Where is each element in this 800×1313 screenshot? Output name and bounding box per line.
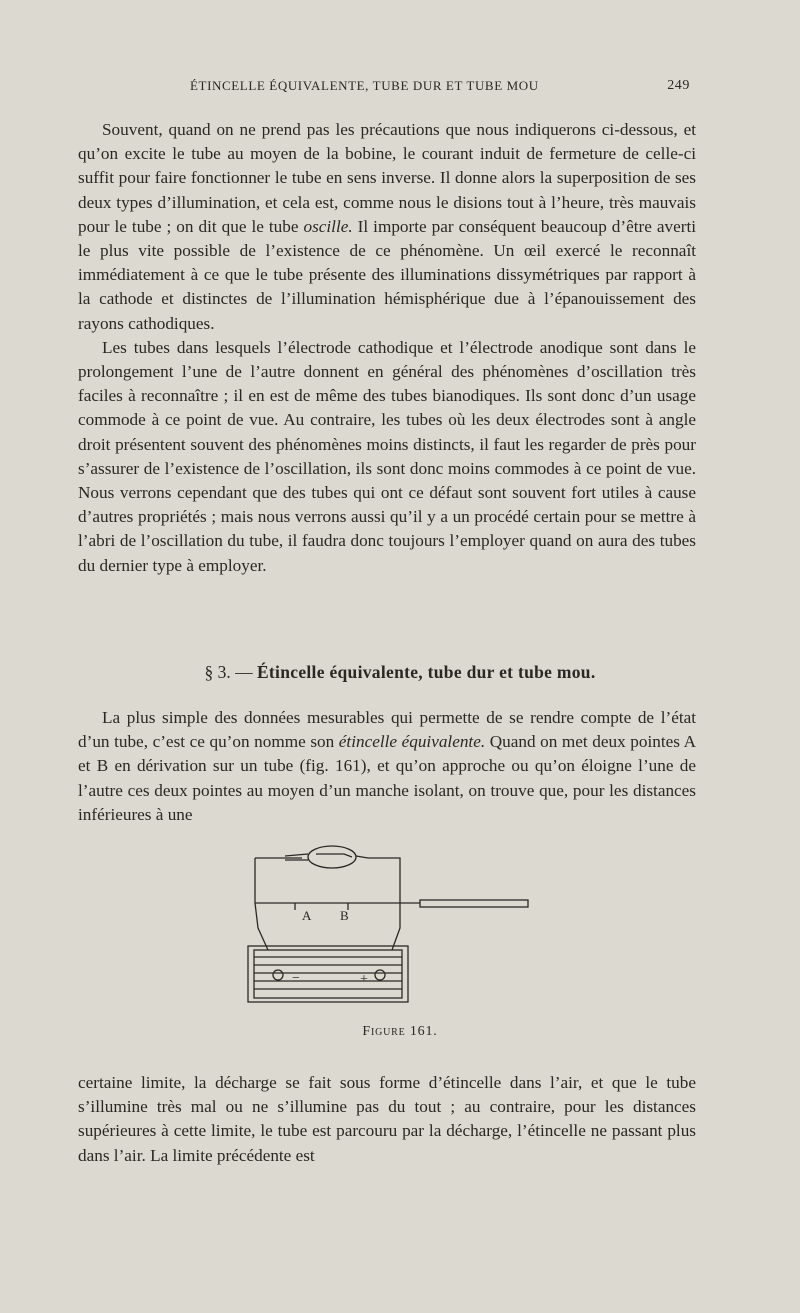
running-head bbox=[78, 78, 698, 100]
section-heading bbox=[0, 662, 800, 683]
spark-gap-line bbox=[255, 903, 400, 910]
paragraph-oscillation bbox=[78, 118, 696, 336]
label-plus: + bbox=[360, 972, 368, 987]
figure-161-diagram bbox=[240, 838, 540, 1010]
tube-bulb-icon bbox=[308, 846, 356, 868]
emphasis-etincelle: étincelle équivalente. bbox=[338, 732, 486, 752]
section-number: § 3. — bbox=[204, 662, 253, 682]
body-text-top bbox=[78, 118, 696, 578]
figure-caption-word: Figure bbox=[362, 1024, 406, 1039]
paragraph-text: Il importe par conséquent beaucoup d’être averti le plus vite possible de l’existence de ce phénomène. Un œil exercé le reconnaît immédiatement à ce que le tube présente des illuminations dissymétriques par rapport à la cathode et distinctes de l’illumination hémisphérique due à l’épanouissement des rayons cathodiques. bbox=[78, 216, 697, 333]
paragraph-text: Quand on met deux pointes A et B en dérivation sur un tube (fig. 161), et qu’on approche ou qu’on éloigne l’une de l’autre ces deux pointes au moyen d’un manche isolant, on trouve que, pour les distances inférieures à une bbox=[78, 732, 696, 824]
label-a: A bbox=[302, 908, 312, 923]
left-wire bbox=[255, 858, 268, 950]
body-text-bottom bbox=[78, 1071, 696, 1168]
induction-coil-icon bbox=[248, 946, 408, 1002]
paragraph-tube-types: Les tubes dans lesquels l’électrode cathodique et l’électrode anodique sont dans le prolongement l’une de l’autre donnent en général des phénomènes d’oscillation très faciles à reconnaître ; il en est de même des tubes bianodiques. Ils sont donc d’un usage commode à ce point de vue. Au contraire, les tubes où les deux électrodes sont à angle droit présentent souvent des phénomènes moins distincts, il faut les regarder de près pour s’assurer de l’existence de l’oscillation, ils sont donc moins commodes à ce point de vue. Nous verrons cependant que des tubes qui ont ce défaut sont souvent fort utiles à cause d’autres propriétés ; mais nous verrons aussi qu’il y a un procédé certain pour se mettre à l’abri de l’oscillation du tube, il faudra donc toujours l’employer quand on aura des tubes du dernier type à employer. bbox=[78, 337, 696, 575]
right-wire bbox=[392, 890, 400, 950]
coil-terminal-left bbox=[273, 970, 283, 980]
page-number: 249 bbox=[667, 78, 690, 93]
label-b: B bbox=[340, 908, 349, 923]
paragraph-text: La plus simple des données mesurables qui permette de se rendre compte de l’état d’un tube, c’est ce qu’on nomme son bbox=[78, 708, 696, 752]
paragraph-continuation: certaine limite, la décharge se fait sous forme d’étincelle dans l’air, et que le tube s’illumine très mal ou ne s’illumine pas du tout ; au contraire, pour les distances supérieures à cette limite, le tube est parcouru par la décharge, l’étincelle ne passant plus dans l’air. La limite précédente est bbox=[78, 1073, 696, 1165]
label-minus: − bbox=[292, 971, 300, 986]
running-title: ÉTINCELLE ÉQUIVALENTE, TUBE DUR ET TUBE MOU bbox=[190, 78, 539, 93]
top-wire bbox=[255, 858, 400, 890]
paragraph-text: Souvent, quand on ne prend pas les précautions que nous indiquerons ci-dessous, et qu’on excite le tube au moyen de la bobine, le courant induit de fermeture de celle-ci suffit pour faire fonctionner le tube en sens inverse. Il donne alors la superposition de ses deux types d’illumination, et cela est, comme nous le disions tout à l’heure, très mauvais pour le tube ; on dit que le tube bbox=[78, 120, 696, 236]
figure-caption bbox=[0, 1024, 800, 1040]
emphasis-oscille: oscille. bbox=[303, 216, 353, 236]
body-text-section bbox=[78, 706, 696, 827]
coil-terminal-right bbox=[375, 970, 385, 980]
paragraph-equivalent-spark bbox=[78, 706, 696, 827]
section-title: Étincelle équivalente, tube dur et tube mou. bbox=[256, 662, 596, 682]
figure-caption-number: 161. bbox=[409, 1024, 438, 1039]
